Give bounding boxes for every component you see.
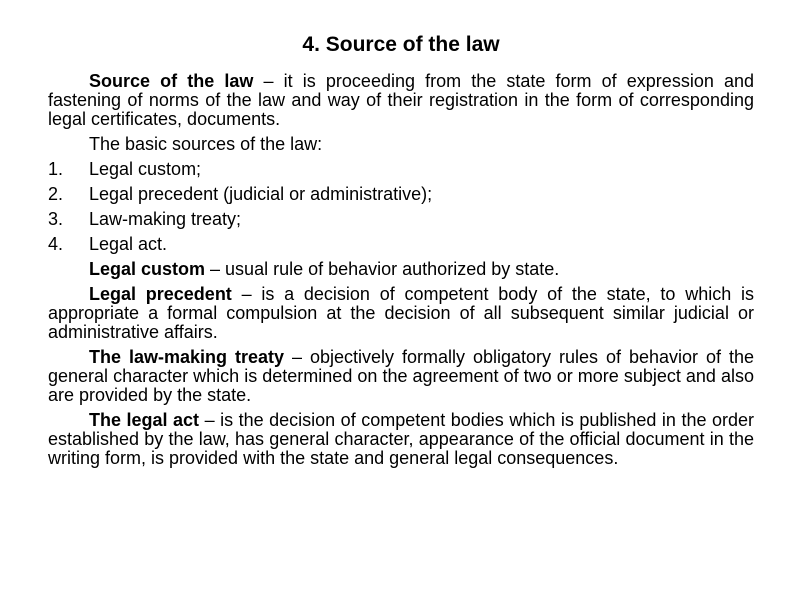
list-item-label: Law-making treaty; <box>89 209 242 229</box>
list-item-number: 3. <box>48 209 64 229</box>
definition-text: – usual rule of behavior authorized by state. <box>205 259 560 279</box>
definition-term: Legal custom <box>89 259 206 279</box>
sources-list <box>48 160 754 254</box>
definition-law-making-treaty <box>48 348 754 405</box>
definition-legal-precedent <box>48 285 754 342</box>
list-item-label: Legal custom; <box>89 159 202 179</box>
list-item <box>48 235 754 254</box>
list-heading: The basic sources of the law: <box>89 134 323 154</box>
intro-paragraph <box>48 72 754 129</box>
list-item-number: 2. <box>48 184 64 204</box>
list-item-number: 4. <box>48 234 64 254</box>
definition-legal-custom <box>48 260 754 279</box>
intro-term: Source of the law <box>89 71 254 91</box>
list-item-number: 1. <box>48 159 64 179</box>
list-item <box>48 210 754 229</box>
definition-legal-act <box>48 411 754 468</box>
definition-term: Legal precedent <box>89 284 232 304</box>
definition-term: The legal act <box>89 410 200 430</box>
page-title: 4. Source of the law <box>302 33 500 56</box>
list-item <box>48 185 754 204</box>
list-item-label: Legal act. <box>89 234 168 254</box>
definition-text: – is the decision of competent bodies which is published in the order established by the law, has general character, appearance of the official document in the writing form, is provided with the state and general legal consequences. <box>48 410 754 468</box>
list-item-label: Legal precedent (judicial or administrative); <box>89 184 433 204</box>
definition-text: – is a decision of competent body of the state, to which is appropriate a formal compulsion at the decision of all subsequent similar judicial or administrative affairs. <box>48 284 754 342</box>
definition-text: – objectively formally obligatory rules of behavior of the general character which is determined on the agreement of two or more subject and also are provided by the state. <box>48 347 754 405</box>
definition-term: The law-making treaty <box>89 347 284 367</box>
list-item <box>48 160 754 179</box>
intro-text: – it is proceeding from the state form of expression and fastening of norms of the law and way of their registration in the form of corresponding legal certificates, documents. <box>48 71 754 129</box>
